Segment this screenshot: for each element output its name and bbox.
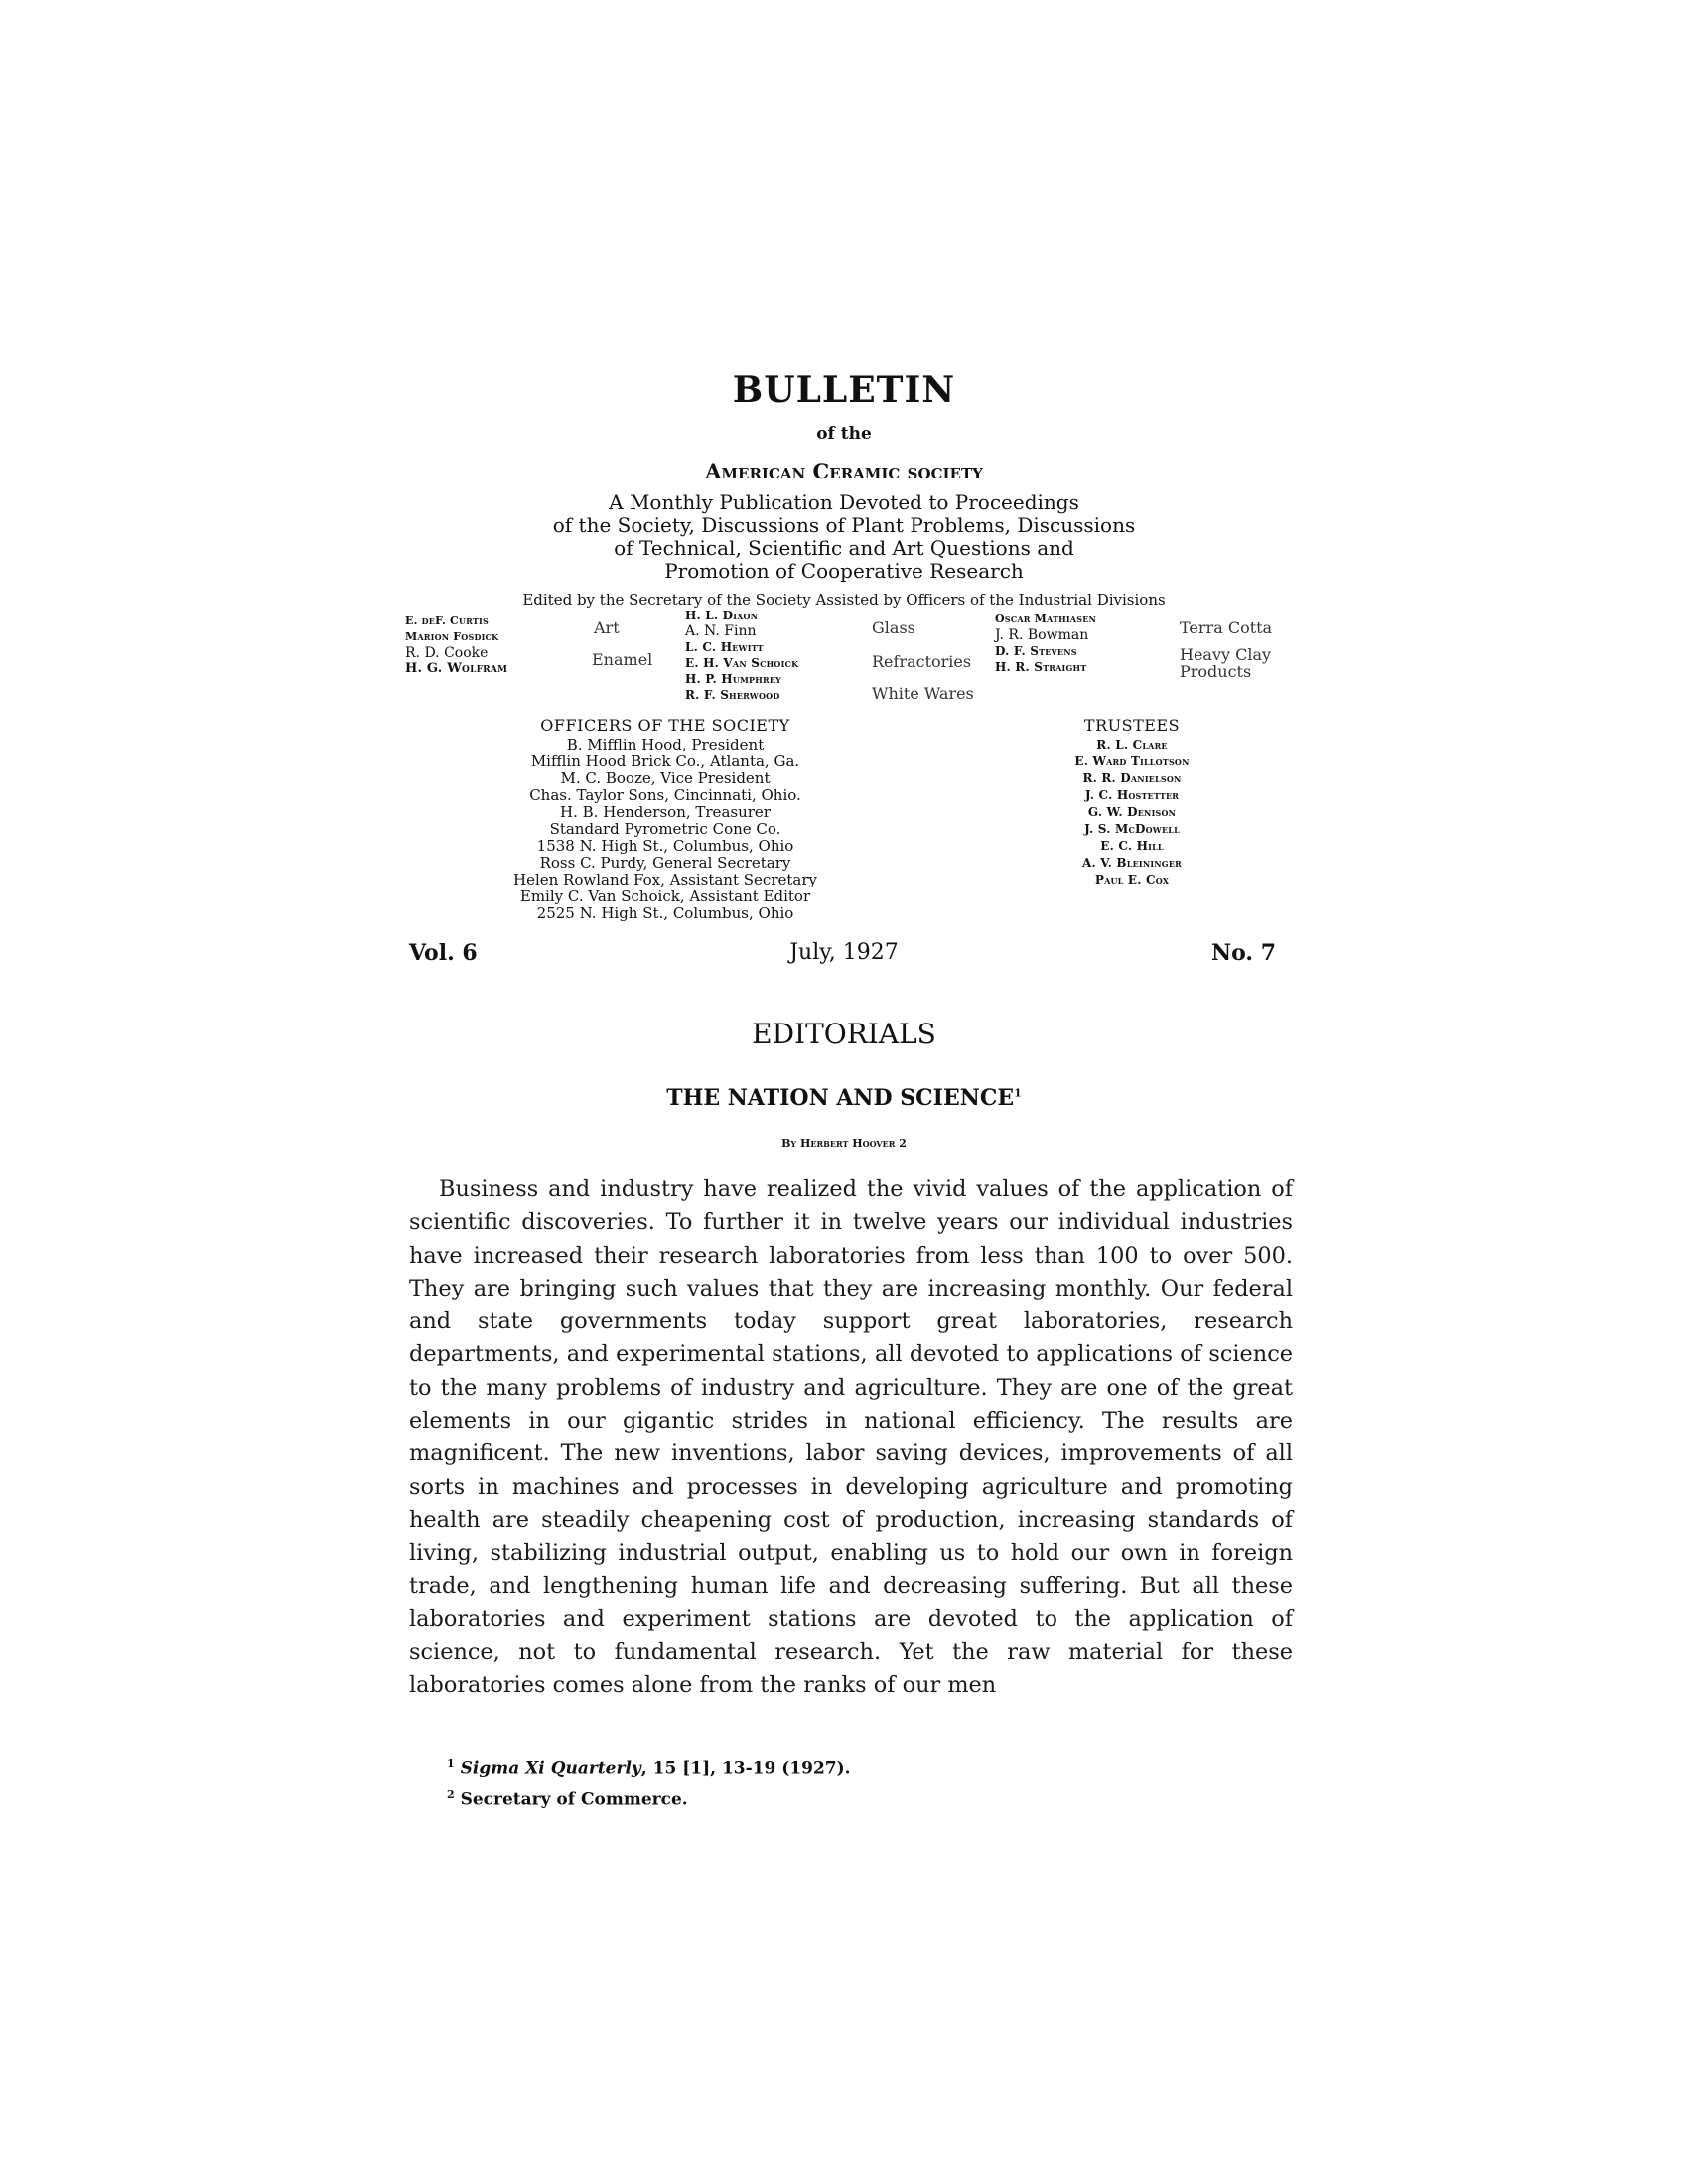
officer-line: Standard Pyrometric Cone Co.: [549, 820, 781, 838]
editor-name: H. L. Dixon: [685, 609, 759, 622]
society-name: American Ceramic society: [705, 459, 983, 483]
trustee-name: E. C. Hill: [1100, 839, 1164, 853]
trustee-name: Paul E. Cox: [1094, 873, 1170, 887]
footnote-1: [447, 1751, 1241, 1782]
bulletin-title: BULLETIN: [732, 369, 956, 411]
trustees-heading: TRUSTEES: [1083, 716, 1181, 735]
trustee-name: R. R. Danielson: [1082, 771, 1182, 785]
footnote-ref: 1: [1014, 1086, 1022, 1100]
description-line: Promotion of Cooperative Research: [664, 559, 1024, 583]
editor-name: E. H. Van Schoick: [685, 656, 799, 670]
editor-name: A. N. Finn: [685, 623, 757, 639]
division-refractories: Refractories: [872, 652, 972, 671]
editor-name: H. G. Wolfram: [405, 661, 508, 676]
officer-line: Ross C. Purdy, General Secretary: [539, 854, 791, 872]
division-editors-col5: [995, 612, 1096, 675]
section-heading: EDITORIALS: [752, 1018, 936, 1050]
division-art: Art: [594, 618, 620, 637]
issue-number: No. 7: [1211, 940, 1277, 966]
editor-name: D. F. Stevens: [995, 644, 1077, 658]
description-line: of Technical, Scientific and Art Questions and: [614, 536, 1074, 560]
article-title: [0, 1085, 1688, 1111]
footnotes: [447, 1751, 1241, 1812]
officers-list: [477, 717, 854, 922]
author-byline: By Herbert Hoover 2: [781, 1137, 907, 1150]
publication-description: [0, 491, 1688, 583]
trustees-list: [993, 717, 1271, 888]
division-enamel: Enamel: [592, 650, 653, 669]
editor-name: R. F. Sherwood: [685, 688, 780, 702]
trustee-name: J. S. McDowell: [1084, 822, 1180, 836]
officer-line: Helen Rowland Fox, Assistant Secretary: [513, 871, 817, 888]
officer-line: H. B. Henderson, Treasurer: [560, 803, 771, 821]
trustee-name: A. V. Bleininger: [1082, 856, 1182, 870]
officer-line: Mifflin Hood Brick Co., Atlanta, Ga.: [530, 752, 800, 770]
description-line: A Monthly Publication Devoted to Proceedings: [609, 490, 1079, 514]
footnote-2: [447, 1782, 1241, 1813]
trustee-name: J. C. Hostetter: [1084, 788, 1180, 802]
body-paragraph: Business and industry have realized the vivid values of the application of scientific discoveries. To further it in twelve years our individual industries have increased their research laboratories from less than 100 to over 500. They are bringing such values that they are increasing monthly. Our federal and state governments today support great laboratories, research departments, and experimental stations, all devoted to applications of science to the many problems of industry and agriculture. They are one of the great elements in our gigantic strides in national efficiency. The results are magnificent. The new inventions, labor saving devices, improvements of all sorts in machines and processes in developing agriculture and promoting health are steadily cheapening cost of production, increasing standards of living, stabilizing industrial output, enabling us to hold our own in foreign trade, and lengthening human life and decreasing suffering. But all these laboratories and experiment stations are devoted to the application of science, not to fundamental research. Yet the raw material for these laboratories comes alone from the ranks of our men: [409, 1176, 1293, 1699]
division-editors-col1: [405, 614, 507, 677]
officer-line: M. C. Booze, Vice President: [560, 769, 771, 787]
editor-name: J. R. Bowman: [995, 627, 1089, 643]
division-terra-cotta: Terra Cotta: [1180, 618, 1273, 637]
officer-line: 2525 N. High St., Columbus, Ohio: [536, 904, 794, 922]
article-body: [409, 1173, 1293, 1703]
officer-line: B. Mifflin Hood, President: [566, 736, 765, 753]
footnote-mark: 2: [447, 1787, 455, 1801]
description-line: of the Society, Discussions of Plant Problems, Discussions: [552, 513, 1136, 537]
trustee-name: R. L. Clare: [1096, 738, 1168, 751]
of-the-label: of the: [816, 424, 872, 444]
edited-by-line: Edited by the Secretary of the Society Assisted by Officers of the Industrial Divisions: [522, 591, 1166, 609]
footnote-text: Secretary of Commerce.: [460, 1789, 688, 1810]
officers-heading: OFFICERS OF THE SOCIETY: [540, 716, 790, 735]
division-products: Products: [1180, 662, 1252, 681]
editor-name: Oscar Mathiasen: [995, 613, 1097, 625]
editor-name: R. D. Cooke: [405, 645, 489, 661]
officer-line: Chas. Taylor Sons, Cincinnati, Ohio.: [529, 786, 801, 804]
trustee-name: G. W. Denison: [1087, 805, 1177, 819]
division-glass: Glass: [872, 618, 915, 637]
division-editors-col3: [685, 608, 798, 703]
footnote-mark: 1: [447, 1757, 455, 1770]
issue-date: July, 1927: [789, 940, 899, 965]
footnote-journal: Sigma Xi Quarterly: [460, 1758, 641, 1779]
editor-name: H. P. Humphrey: [685, 672, 782, 686]
division-white-wares: White Wares: [872, 684, 974, 703]
officer-line: 1538 N. High St., Columbus, Ohio: [536, 837, 794, 855]
editor-name: E. deF. Curtis: [405, 614, 489, 627]
article-title-text: THE NATION AND SCIENCE: [666, 1085, 1015, 1111]
editor-name: H. R. Straight: [995, 660, 1087, 674]
division-heavy-clay: Heavy Clay: [1180, 645, 1272, 664]
footnote-citation: , 15 [1], 13-19 (1927).: [640, 1758, 851, 1779]
trustee-name: E. Ward Tillotson: [1074, 754, 1190, 768]
editor-name: L. C. Hewitt: [685, 640, 764, 654]
volume-number: Vol. 6: [409, 940, 478, 966]
officer-line: Emily C. Van Schoick, Assistant Editor: [519, 887, 811, 905]
editor-name: Marion Fosdick: [405, 630, 499, 643]
